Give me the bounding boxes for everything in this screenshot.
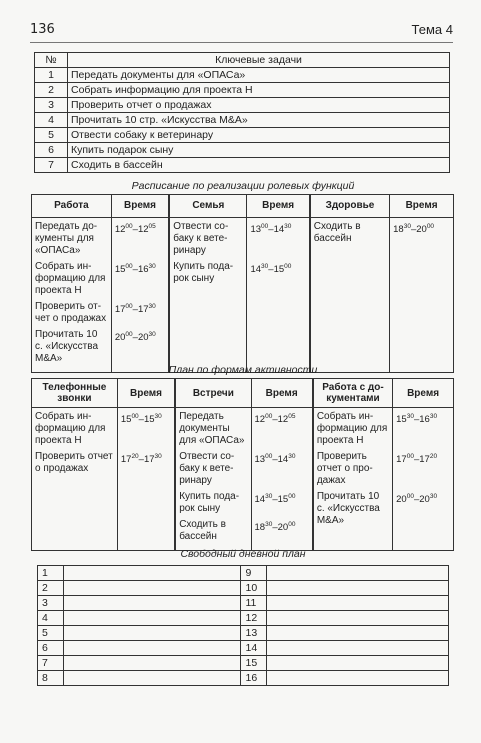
table-header-row	[35, 53, 450, 68]
slot-number: 7	[38, 656, 64, 671]
schedule-task: Проверить от-чет о продажах	[35, 301, 107, 324]
start-minutes: 00	[125, 303, 133, 310]
time-range	[250, 221, 305, 257]
meetings-times-cell	[251, 408, 313, 551]
end-hour: 16	[137, 264, 149, 275]
task-text: Сходить в бассейн	[68, 158, 450, 173]
end-minutes: 30	[429, 493, 438, 500]
time-range	[396, 411, 450, 447]
start-minutes: 00	[265, 453, 273, 460]
chapter-topic: Тема 4	[411, 22, 453, 37]
table-row	[32, 218, 454, 373]
range-dash: –	[132, 304, 138, 315]
range-dash: –	[268, 224, 274, 235]
slot-entry[interactable]	[267, 581, 449, 596]
start-hour: 12	[254, 414, 266, 425]
row-num: 5	[35, 128, 68, 143]
task-text: Отвести собаку к ветеринару	[68, 128, 450, 143]
schedule-task: Отвести со-баку к вете-ринару	[173, 221, 229, 256]
task-text: Передать документы для «ОПАСа»	[68, 68, 450, 83]
time-range	[115, 301, 165, 325]
row-num: 3	[35, 98, 68, 113]
start-minutes: 30	[406, 413, 414, 420]
table-row	[38, 656, 449, 671]
slot-number: 13	[241, 626, 267, 641]
free-plan-table	[37, 565, 449, 686]
end-minutes: 30	[154, 453, 162, 460]
slot-entry[interactable]	[267, 611, 449, 626]
table-row	[35, 143, 450, 158]
time-range	[255, 451, 309, 487]
schedule-task: Отвести со-баку к вете-ринару	[179, 451, 235, 486]
start-hour: 14	[254, 494, 266, 505]
start-minutes: 30	[265, 521, 273, 528]
col-header: Время	[393, 379, 454, 408]
start-minutes: 00	[406, 493, 414, 500]
schedule-task: Сходить в бассейн	[179, 519, 226, 542]
schedule-task: Проверить отчет о продажах	[35, 451, 113, 474]
start-hour: 20	[396, 494, 407, 505]
free-plan-caption: Свободный дневной план	[180, 548, 306, 560]
row-num: 7	[35, 158, 68, 173]
time-range	[121, 411, 171, 447]
start-hour: 17	[120, 454, 132, 465]
end-hour: 20	[137, 332, 149, 343]
range-dash: –	[268, 264, 274, 275]
header-rule	[30, 42, 453, 43]
slot-number: 2	[38, 581, 64, 596]
start-minutes: 00	[125, 263, 133, 270]
schedule-task: Собрать ин-формацию для проекта Н	[316, 411, 388, 446]
start-hour: 15	[396, 414, 407, 425]
slot-number: 10	[241, 581, 267, 596]
schedule-task: Передать до-кументы для «ОПАСа»	[35, 221, 98, 256]
end-hour: 14	[273, 224, 285, 235]
table-row	[38, 626, 449, 641]
calls-times-cell	[117, 408, 175, 551]
table-header-row	[32, 379, 454, 408]
task-text: Прочитать 10 стр. «Искусства M&A»	[68, 113, 450, 128]
task-text: Купить подарок сыну	[68, 143, 450, 158]
range-dash: –	[132, 224, 138, 235]
table-row	[38, 641, 449, 656]
col-header: Здоровье	[310, 195, 390, 218]
roles-schedule-table	[31, 194, 454, 373]
slot-entry[interactable]	[63, 641, 241, 656]
end-hour: 15	[277, 494, 289, 505]
key-tasks-table	[34, 52, 450, 173]
end-hour: 17	[419, 454, 430, 465]
health-times-cell	[390, 218, 454, 373]
end-minutes: 05	[288, 413, 296, 420]
end-hour: 17	[137, 304, 149, 315]
range-dash: –	[272, 494, 278, 505]
table-row	[38, 581, 449, 596]
end-hour: 17	[143, 454, 155, 465]
work-tasks-cell	[32, 218, 112, 373]
slot-number: 3	[38, 596, 64, 611]
start-minutes: 00	[265, 413, 273, 420]
end-minutes: 30	[148, 303, 156, 310]
docs-tasks-cell	[313, 408, 393, 551]
slot-entry[interactable]	[63, 671, 241, 686]
forms-caption: План по формам активности	[168, 364, 318, 376]
time-range	[115, 329, 165, 365]
table-row	[35, 128, 450, 143]
start-minutes: 30	[265, 493, 273, 500]
roles-caption: Расписание по реализации ролевых функций	[131, 180, 355, 192]
end-minutes: 05	[148, 223, 156, 230]
slot-number: 1	[38, 566, 64, 581]
range-dash: –	[272, 522, 278, 533]
end-minutes: 30	[288, 453, 296, 460]
time-range	[255, 519, 309, 543]
range-dash: –	[138, 454, 144, 465]
start-hour: 18	[254, 522, 266, 533]
schedule-task: Собрать ин-формацию для проекта Н	[35, 261, 106, 296]
slot-entry[interactable]	[63, 581, 241, 596]
schedule-task: Прочитать 10 с. «Искусства M&A»	[35, 329, 99, 364]
time-range	[115, 261, 165, 297]
time-range	[115, 221, 165, 257]
range-dash: –	[410, 224, 417, 235]
slot-entry[interactable]	[267, 596, 449, 611]
schedule-task: Купить пода-рок сыну	[173, 261, 234, 284]
col-num-header: №	[35, 53, 68, 68]
start-minutes: 00	[125, 223, 133, 230]
range-dash: –	[272, 414, 278, 425]
range-dash: –	[132, 332, 138, 343]
col-header: Время	[117, 379, 175, 408]
col-header: Время	[247, 195, 310, 218]
schedule-task: Проверить отчет о про-дажах	[316, 451, 373, 486]
range-dash: –	[138, 414, 144, 425]
start-hour: 17	[114, 304, 126, 315]
start-hour: 14	[250, 264, 262, 275]
time-range	[396, 451, 450, 487]
health-tasks-cell	[310, 218, 390, 373]
end-minutes: 30	[148, 263, 156, 270]
slot-number: 9	[241, 566, 267, 581]
end-hour: 12	[277, 414, 289, 425]
time-range	[250, 261, 305, 285]
page-number: 136	[30, 22, 55, 37]
slot-entry[interactable]	[267, 656, 449, 671]
family-tasks-cell	[169, 218, 247, 373]
slot-entry[interactable]	[63, 656, 241, 671]
table-row	[38, 671, 449, 686]
start-minutes: 30	[403, 223, 411, 230]
table-row	[35, 83, 450, 98]
time-range	[393, 221, 450, 245]
slot-number: 16	[241, 671, 267, 686]
work-times-cell	[111, 218, 169, 373]
calls-tasks-cell	[32, 408, 118, 551]
start-hour: 17	[396, 454, 407, 465]
end-hour: 20	[419, 494, 430, 505]
table-row	[38, 611, 449, 626]
page-header	[30, 22, 453, 40]
task-text: Собрать информацию для проекта Н	[68, 83, 450, 98]
end-hour: 12	[137, 224, 149, 235]
col-header: Время	[111, 195, 169, 218]
end-hour: 16	[419, 414, 430, 425]
table-row	[35, 68, 450, 83]
time-range	[255, 491, 309, 515]
slot-number: 15	[241, 656, 267, 671]
time-range	[121, 451, 171, 475]
start-minutes: 00	[261, 223, 269, 230]
end-hour: 15	[143, 414, 155, 425]
col-header: Время	[251, 379, 313, 408]
col-header: Работа с до-кументами	[313, 379, 393, 408]
start-minutes: 30	[261, 263, 269, 270]
range-dash: –	[413, 494, 420, 505]
time-range	[255, 411, 309, 447]
schedule-task: Собрать ин-формацию для проекта Н	[35, 411, 106, 446]
end-minutes: 00	[288, 493, 296, 500]
end-minutes: 30	[429, 413, 438, 420]
end-minutes: 30	[284, 223, 292, 230]
docs-times-cell	[393, 408, 454, 551]
table-header-row	[32, 195, 454, 218]
col-header: Время	[390, 195, 454, 218]
schedule-task: Купить пода-рок сыну	[179, 491, 240, 514]
table-row	[32, 408, 454, 551]
start-minutes: 00	[406, 453, 414, 460]
end-hour: 15	[273, 264, 285, 275]
end-minutes: 30	[148, 331, 156, 338]
start-minutes: 20	[131, 453, 139, 460]
slot-entry[interactable]	[63, 566, 241, 581]
start-hour: 15	[114, 264, 126, 275]
range-dash: –	[413, 454, 420, 465]
slot-entry[interactable]	[267, 566, 449, 581]
slot-entry[interactable]	[63, 596, 241, 611]
table-row	[38, 596, 449, 611]
slot-entry[interactable]	[267, 671, 449, 686]
row-num: 1	[35, 68, 68, 83]
activity-forms-table	[31, 378, 454, 551]
end-minutes: 00	[288, 521, 296, 528]
end-hour: 20	[277, 522, 289, 533]
start-hour: 12	[114, 224, 126, 235]
end-minutes: 00	[284, 263, 292, 270]
start-minutes: 00	[125, 331, 133, 338]
slot-number: 12	[241, 611, 267, 626]
slot-number: 14	[241, 641, 267, 656]
family-times-cell	[247, 218, 310, 373]
schedule-task: Передать документы для «ОПАСа»	[179, 411, 245, 446]
start-hour: 15	[120, 414, 132, 425]
col-header: Встречи	[175, 379, 251, 408]
table-row	[35, 158, 450, 173]
row-num: 2	[35, 83, 68, 98]
start-hour: 13	[250, 224, 262, 235]
slot-entry[interactable]	[63, 611, 241, 626]
table-row	[35, 98, 450, 113]
start-hour: 20	[114, 332, 126, 343]
col-header: Семья	[169, 195, 247, 218]
slot-number: 4	[38, 611, 64, 626]
end-minutes: 20	[429, 453, 438, 460]
range-dash: –	[413, 414, 420, 425]
range-dash: –	[132, 264, 138, 275]
col-header: Телефонные звонки	[32, 379, 118, 408]
schedule-task: Прочитать 10 с. «Искусства M&A»	[316, 491, 380, 526]
slot-number: 6	[38, 641, 64, 656]
slot-number: 11	[241, 596, 267, 611]
task-text: Проверить отчет о продажах	[68, 98, 450, 113]
row-num: 6	[35, 143, 68, 158]
slot-number: 8	[38, 671, 64, 686]
slot-entry[interactable]	[267, 641, 449, 656]
start-hour: 18	[393, 224, 404, 235]
row-num: 4	[35, 113, 68, 128]
slot-number: 5	[38, 626, 64, 641]
start-minutes: 00	[131, 413, 139, 420]
slot-entry[interactable]	[267, 626, 449, 641]
end-hour: 14	[277, 454, 289, 465]
end-hour: 20	[416, 224, 427, 235]
end-minutes: 00	[426, 223, 435, 230]
slot-entry[interactable]	[63, 626, 241, 641]
meetings-tasks-cell	[175, 408, 251, 551]
schedule-task: Сходить в бассейн	[313, 221, 361, 244]
col-header: Работа	[32, 195, 112, 218]
col-title-header: Ключевые задачи	[68, 53, 450, 68]
range-dash: –	[272, 454, 278, 465]
time-range	[396, 491, 450, 527]
start-hour: 13	[254, 454, 266, 465]
table-row	[38, 566, 449, 581]
table-row	[35, 113, 450, 128]
end-minutes: 30	[154, 413, 162, 420]
